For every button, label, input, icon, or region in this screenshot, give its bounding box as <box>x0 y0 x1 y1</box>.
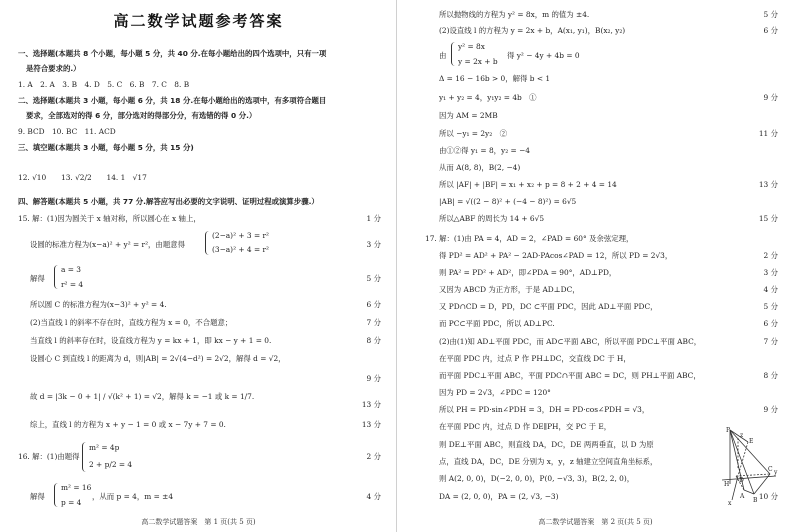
score-mark: 8 分 <box>763 371 778 380</box>
figure-label: B <box>753 497 758 504</box>
score-mark: 3 分 <box>366 240 381 249</box>
q15-step-8: 综上，直线 l 的方程为 x + y − 1 = 0 或 x − 7y + 7 = 0. <box>30 420 226 429</box>
q15-step-7: 故 d = |3k − 0 + 1| / √(k² + 1) = √2，解得 k = −1 或 k = 1/7. <box>30 392 255 401</box>
q15-step-6: 设圆心 C 到直线 l 的距离为 d，则|AB| = 2√(4−d²) = 2√2，解得 d = √2， <box>30 354 286 363</box>
score-mark: 10 分 <box>758 492 778 501</box>
section-3-answers: 12. √10 13. √2/2 14. 1 √17 <box>18 173 147 182</box>
q16-sys-2: y = 2x + b <box>458 57 498 66</box>
q16-line-4: 得 y² − 4y + 4b = 0 <box>507 51 580 60</box>
score-mark: 6 分 <box>366 300 381 309</box>
q15-step-1: 15. 解：(1)因为圆关于 x 轴对称，所以圆心在 x 轴上， <box>18 214 201 223</box>
q15-sol-a: a = 3 <box>61 265 81 274</box>
score-mark: 7 分 <box>763 337 778 346</box>
figure-label: E <box>749 438 754 445</box>
system-brace <box>54 483 60 507</box>
q15-eq-1: (2−a)² + 3 = r² <box>212 231 270 240</box>
q15-step-5: 当直线 l 的斜率存在时，设直线方程为 y = kx + 1，即 kx − y + 1 = 0. <box>30 336 272 345</box>
q17-line-3: 则 PA² = PD² + AD²，即∠PDA = 90°，AD⊥PD， <box>439 268 617 277</box>
q16-line-7: 因为 AM = 2MB <box>439 111 498 120</box>
q16-line-5: Δ = 16 − 16b > 0，解得 b < 1 <box>439 74 551 83</box>
q16-line-11: 所以 |AF| + |BF| = x₁ + x₂ + p = 8 + 2 + 4 = 14 <box>439 180 617 189</box>
section-2-answers: 9. BCD 10. BC 11. ACD <box>18 127 116 136</box>
q15-solve-label: 解得 <box>30 274 45 283</box>
q17-line-14: 点，直线 DA，DC，DE 分别为 x，y，z 轴建立空间直角坐标系， <box>439 457 658 466</box>
q16-line-3: 由 <box>439 51 447 60</box>
q16-sol-p: p = 4 <box>61 498 82 507</box>
q16-solve-label: 解得 <box>30 492 45 501</box>
system-brace <box>54 265 60 289</box>
system-brace <box>82 442 88 472</box>
score-mark: 8 分 <box>366 336 381 345</box>
section-4-heading: 四、解答题(本题共 5 小题，共 77 分.解答应写出必要的文字说明、证明过程或演算步骤.） <box>18 197 319 206</box>
q17-line-8: 在平面 PDC 内，过点 P 作 PH⊥DC，交直线 DC 于 H， <box>439 354 631 363</box>
q16-step-2: ，从而 p = 4，m = ±4 <box>92 492 174 501</box>
q17-line-13: 则 DE⊥平面 ABC，则直线 DA，DC，DE 两两垂直，以 D 为原 <box>439 440 654 449</box>
score-mark: 15 分 <box>758 214 778 223</box>
q16-line-6: y₁ + y₂ = 4，y₁y₂ = 4b ① <box>439 93 537 102</box>
section-3-heading: 三、填空题(本题共 3 小题，每小题 5 分，共 15 分) <box>18 143 194 152</box>
q16-line-10: 从而 A(8, 8)，B(2, −4) <box>439 163 521 172</box>
score-mark: 13 分 <box>361 420 381 429</box>
figure-label: A <box>740 493 745 500</box>
score-mark: 5 分 <box>763 10 778 19</box>
score-mark: 6 分 <box>763 26 778 35</box>
q16-line-1: 所以抛物线的方程为 y² = 8x，m 的值为 ±4. <box>439 10 590 19</box>
score-mark: 6 分 <box>763 319 778 328</box>
q17-line-6: 而 PC⊂平面 PDC，所以 AD⊥PC. <box>439 319 555 328</box>
q16-line-2: (2)设直线 l 的方程为 y = 2x + b，A(x₁, y₁)，B(x₂, y₂) <box>439 26 626 35</box>
score-mark: 3 分 <box>763 268 778 277</box>
q16-sol-m: m² = 16 <box>61 483 92 492</box>
q16-line-8: 所以 −y₁ = 2y₂ ② <box>439 129 507 138</box>
figure-label: C <box>768 466 773 473</box>
q17-line-10: 因为 PD = 2√3，∠PDC = 120° <box>439 388 551 397</box>
figure-label: y <box>774 469 778 476</box>
figure-label: x <box>728 500 732 506</box>
q16-eq-1: m² = 4p <box>89 443 120 452</box>
section-1-answers: 1. A 2. A 3. B 4. D 5. C 6. B 7. C 8. B <box>18 80 190 89</box>
score-mark: 13 分 <box>758 180 778 189</box>
q17-line-7: (2)由(1)知 AD⊥平面 PDC，而 AD⊂平面 ABC，所以平面 PDC⊥平面 ABC， <box>439 337 702 346</box>
score-mark: 2 分 <box>366 452 381 461</box>
q15-sol-r: r² = 4 <box>61 280 84 289</box>
q15-step-3: 所以圆 C 的标准方程为(x−3)² + y² = 4. <box>30 300 167 309</box>
q16-line-13: 所以△ABF 的周长为 14 + 6√5 <box>439 214 545 223</box>
page-footer: 高二数学试题答案 第 2 页(共 5 页) <box>538 518 653 526</box>
score-mark: 9 分 <box>763 405 778 414</box>
score-mark: 2 分 <box>763 251 778 260</box>
q17-line-16: DA = (2, 0, 0)，PA = (2, √3, −3) <box>439 492 559 501</box>
score-mark: 9 分 <box>763 93 778 102</box>
score-mark: 7 分 <box>366 318 381 327</box>
q17-line-9: 而平面 PDC⊥平面 ABC，平面 PDC∩平面 ABC = DC，则 PH⊥平面 ABC， <box>439 371 701 380</box>
score-mark: 1 分 <box>366 214 381 223</box>
q17-line-4: 又因为 ABCD 为正方形，于是 AD⊥DC， <box>439 285 580 294</box>
section-1-heading: 一、选择题(本题共 8 个小题，每小题 5 分，共 40 分.在每小题给出的四个选项中，只有一项 <box>18 49 327 58</box>
system-brace <box>451 42 457 66</box>
q17-line-5: 又 PD∩CD = D，PD，DC ⊂平面 PDC，因此 AD⊥平面 PDC， <box>439 302 658 311</box>
pyramid-figure <box>718 424 780 506</box>
q17-line-12: 在平面 PDC 内，过点 D 作 DE∥PH，交 PC 于 E， <box>439 422 612 431</box>
score-mark: 4 分 <box>763 285 778 294</box>
q16-line-9: 由①②得 y₁ = 8，y₂ = −4 <box>439 146 530 155</box>
score-mark: 5 分 <box>763 302 778 311</box>
figure-label: H <box>724 481 730 488</box>
section-2-heading-cont: 要求，全部选对的得 6 分，部分选对的得部分分，有选错的得 0 分.） <box>26 111 257 120</box>
q15-eq-2: (3−a)² + 4 = r² <box>212 245 270 254</box>
figure-label: z <box>740 432 744 439</box>
q17-line-11: 所以 PH = PD·sin∠PDH = 3，DH = PD·cos∠PDH = √3， <box>439 405 650 414</box>
figure-label: D <box>739 477 744 484</box>
q17-line-15: 则 A(2, 0, 0)，D(−2, 0, 0)，P(0, −√3, 3)，B(2, 2, 0)， <box>439 474 635 483</box>
score-mark: 13 分 <box>361 400 381 409</box>
q16-step-1: 16. 解：(1)由题得 <box>18 452 80 461</box>
score-mark: 9 分 <box>366 374 381 383</box>
figure-label: P <box>726 427 731 434</box>
section-1-heading-cont: 是符合要求的.） <box>26 64 81 73</box>
score-mark: 5 分 <box>366 274 381 283</box>
page-title: 高二数学试题参考答案 <box>113 12 284 30</box>
q17-line-1: 17. 解：(1)由 PA = 4，AD = 2，∠PAD = 60° 及余弦定理， <box>425 234 634 243</box>
q16-eq-2: 2 + p/2 = 4 <box>89 460 133 469</box>
section-2-heading: 二、选择题(本题共 3 小题，每小题 6 分，共 18 分.在每小题给出的选项中，有多项符合题目 <box>18 96 327 105</box>
page-footer: 高二数学试题答案 第 1 页(共 5 页) <box>141 518 256 526</box>
q17-line-2: 得 PD² = AD² + PA² − 2AD·PAcos∠PAD = 12，所以 PD = 2√3， <box>439 251 673 260</box>
q15-step-2: 设圆的标准方程为(x−a)² + y² = r²，由题意得 <box>30 240 185 249</box>
q16-sys-1: y² = 8x <box>458 42 485 51</box>
system-brace <box>205 231 211 255</box>
q15-step-4: (2)当直线 l 的斜率不存在时，直线方程为 x = 0，不合题意； <box>30 318 233 327</box>
q16-line-12: |AB| = √((2 − 8)² + (−4 − 8)²) = 6√5 <box>439 197 577 206</box>
score-mark: 4 分 <box>366 492 381 501</box>
score-mark: 11 分 <box>758 129 778 138</box>
